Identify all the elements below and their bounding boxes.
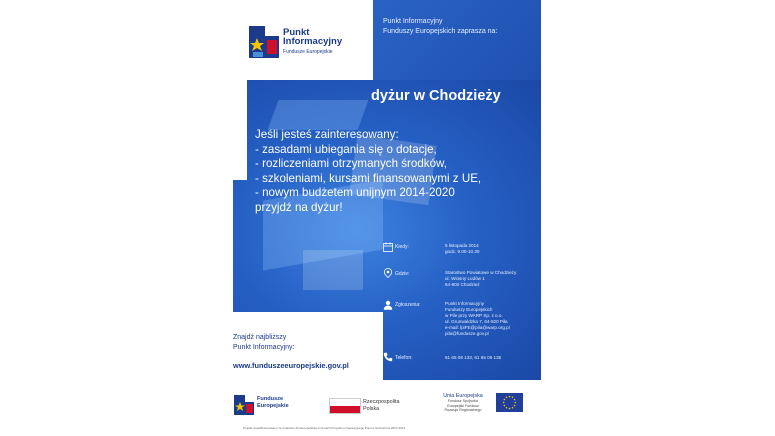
when-date: 5 listopada 2014	[445, 243, 479, 248]
find-line1: Znajdź najbliższy	[233, 334, 287, 341]
signup-value	[445, 301, 510, 337]
signup-line: pila@fundusze.gov.pl	[445, 331, 489, 336]
when-time: godz. 9.00-10.30	[445, 249, 480, 254]
where-line: Starostwo Powiatowe w Chodzieży	[445, 270, 517, 275]
signup-line: w Pile przy WARP Sp. z o.o.	[445, 313, 503, 318]
find-question	[233, 333, 294, 353]
invite-line2: Funduszy Europejskich zaprasza na:	[383, 28, 498, 35]
poster	[233, 0, 541, 436]
body-line: Jeśli jesteś zainteresowany:	[255, 128, 399, 141]
ue-text	[432, 394, 494, 413]
eu-flag-icon	[496, 393, 523, 412]
logo-line3: Fundusze Europejskie	[283, 49, 333, 55]
find-line2: Punkt Informacyjny:	[233, 344, 295, 351]
invite-line1: Punkt Informacyjny	[383, 18, 443, 25]
rp-text	[363, 399, 400, 412]
fe-line2: Europejskie	[257, 402, 289, 409]
fe-line1: Fundusze	[257, 396, 284, 402]
poland-flag-icon	[329, 398, 361, 414]
signup-label: Zgłoszenia:	[395, 302, 421, 308]
header-blue	[373, 0, 541, 80]
punkt-informacyjny-logo-icon	[249, 26, 279, 58]
phone-label: Telefon:	[395, 355, 413, 361]
signup-line: Punkt Informacyjny	[445, 301, 485, 306]
fe-logo-text	[257, 396, 289, 409]
location-pin-icon	[383, 268, 393, 278]
left-white-strip	[233, 80, 247, 180]
logo-line1: Punkt	[283, 27, 310, 38]
fine-print: Projekt współfinansowany ze środków Unii Europejskiej w ramach Programu Operacyjnego Pomoc Techniczna 2007-2013	[243, 426, 406, 430]
phone-icon	[383, 352, 393, 362]
where-line: 64-800 Chodzież	[445, 282, 480, 287]
ue-line4: Rozwoju Regionalnego	[444, 408, 482, 413]
calendar-icon	[383, 242, 393, 252]
decor-shape	[303, 250, 363, 290]
ue-line3: Europejski Fundusz	[447, 403, 479, 408]
phone-value: 61 65 06 133, 61 65 06 135	[445, 355, 502, 360]
body-line: - nowym budżetem unijnym 2014-2020	[255, 186, 455, 199]
decor-shape	[268, 100, 369, 130]
logo-text	[283, 28, 342, 57]
where-value	[445, 270, 516, 288]
invite-text	[383, 17, 538, 37]
body-text	[255, 128, 535, 215]
signup-line: Funduszy Europejskich	[445, 307, 493, 312]
signup-line: ul. Grunwaldzka 7, 64-920 Piła	[445, 319, 508, 324]
signup-line: e-mail: lpiFE@pila@warp.org.pl	[445, 325, 510, 330]
where-line: ul. Wiosny Ludów 1	[445, 276, 485, 281]
where-label: Gdzie:	[395, 271, 410, 277]
ue-line2: Fundusz Spójności	[447, 399, 479, 404]
body-line: przyjdź na dyżur!	[255, 200, 343, 214]
body-line: - zasadami ubiegania się o dotacje,	[255, 142, 437, 156]
logo-line2: Informacyjny	[283, 36, 343, 47]
person-icon	[383, 300, 393, 310]
body-line: - rozliczeniami otrzymanych środków,	[255, 157, 447, 170]
website-link[interactable]: www.funduszeeuropejskie.gov.pl	[233, 361, 349, 370]
when-label: Kiedy:	[395, 244, 409, 250]
body-line: - szkoleniami, kursami finansowanymi z UE,	[255, 171, 482, 185]
rp-line1: Rzeczpospolita	[363, 399, 400, 405]
fundusze-europejskie-logo-icon	[234, 395, 254, 415]
ue-line1: Unia Europejska	[443, 393, 483, 399]
rp-line2: Polska	[363, 405, 380, 412]
when-value	[445, 243, 479, 255]
poster-title: dyżur w Chodzieży	[371, 88, 501, 104]
